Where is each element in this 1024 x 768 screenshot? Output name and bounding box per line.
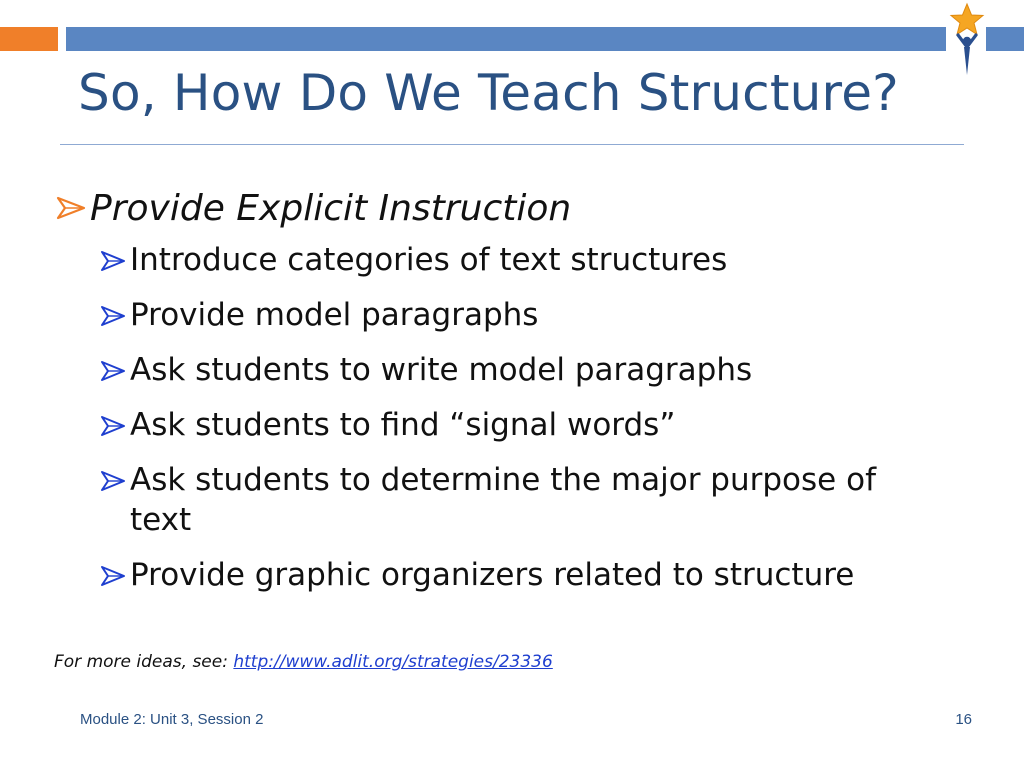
sub-bullet-item xyxy=(100,295,980,335)
sub-bullet-item xyxy=(100,405,980,445)
sub-bullet-text: Ask students to write model paragraphs xyxy=(130,352,753,388)
sub-bullet-item xyxy=(100,350,980,390)
sub-bullet-text: Introduce categories of text structures xyxy=(130,242,728,278)
arrow-bullet-icon xyxy=(56,196,86,220)
slide-title: So, How Do We Teach Structure? xyxy=(78,64,899,122)
title-divider xyxy=(60,144,964,145)
header-orange-bar xyxy=(0,27,58,51)
more-ideas-note xyxy=(54,652,553,672)
page-number: 16 xyxy=(955,711,972,728)
more-ideas-label: For more ideas, see: xyxy=(54,652,234,672)
star-person-icon xyxy=(946,2,988,78)
sub-bullet-text: Provide graphic organizers related to structure xyxy=(130,557,855,593)
sub-bullet-list xyxy=(100,240,980,610)
arrow-bullet-icon xyxy=(100,565,126,587)
arrow-bullet-icon xyxy=(100,250,126,272)
header-blue-bar xyxy=(66,27,946,51)
arrow-bullet-icon xyxy=(100,470,126,492)
sub-bullet-item xyxy=(100,240,980,280)
sub-bullet-text: Provide model paragraphs xyxy=(130,297,539,333)
sub-bullet-item xyxy=(100,555,980,595)
more-ideas-link[interactable]: http://www.adlit.org/strategies/23336 xyxy=(233,652,553,672)
header-blue-bar-right xyxy=(986,27,1024,51)
main-bullet xyxy=(56,184,571,232)
sub-bullet-item xyxy=(100,460,980,540)
arrow-bullet-icon xyxy=(100,360,126,382)
arrow-bullet-icon xyxy=(100,415,126,437)
sub-bullet-text: Ask students to find “signal words” xyxy=(130,407,676,443)
sub-bullet-text: Ask students to determine the major purpose of text xyxy=(130,462,876,538)
main-bullet-text: Provide Explicit Instruction xyxy=(90,187,572,229)
footer-module: Module 2: Unit 3, Session 2 xyxy=(80,711,264,728)
arrow-bullet-icon xyxy=(100,305,126,327)
